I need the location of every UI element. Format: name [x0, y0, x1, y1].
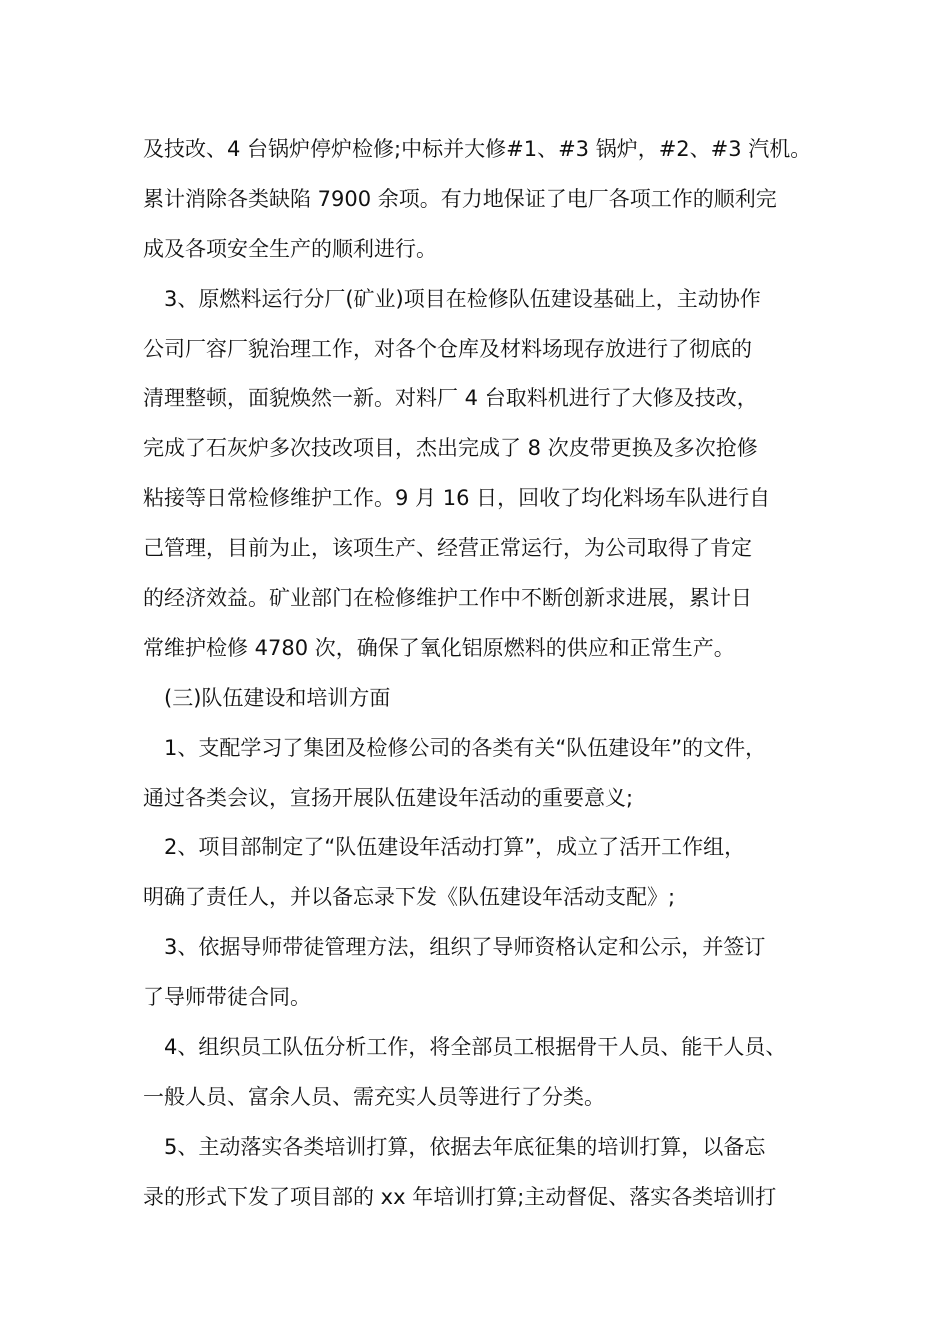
section-heading: (三)队伍建设和培训方面	[164, 685, 391, 710]
document-body	[143, 125, 823, 1223]
paragraph-start-line: 1、支配学习了集团及检修公司的各类有关“队伍建设年”的文件，	[164, 735, 767, 760]
text-line: 了导师带徒合同。	[143, 985, 311, 1010]
paragraph-start-line: 5、主动落实各类培训打算，依据去年底征集的培训打算，以备忘	[164, 1134, 766, 1159]
text-line: 清理整顿，面貌焕然一新。对料厂 4 台取料机进行了大修及技改，	[143, 386, 758, 411]
text-line: 明确了责任人，并以备忘录下发《队伍建设年活动支配》;	[143, 885, 676, 910]
text-line: 通过各类会议，宣扬开展队伍建设年活动的重要意义;	[143, 785, 634, 810]
text-line: 的经济效益。矿业部门在检修维护工作中不断创新求进展，累计日	[143, 586, 752, 611]
paragraph-start-line: 3、原燃料运行分厂(矿业)项目在检修队伍建设基础上，主动协作	[164, 286, 761, 311]
paragraph-start-line: 4、组织员工队伍分析工作，将全部员工根据骨干人员、能干人员、	[164, 1035, 787, 1060]
text-line: 累计消除各类缺陷 7900 余项。有力地保证了电厂各项工作的顺利完	[143, 186, 777, 211]
paragraph-start-line: 2、项目部制定了“队伍建设年活动打算”，成立了活开工作组，	[164, 835, 746, 860]
text-line: 粘接等日常检修维护工作。9 月 16 日，回收了均化料场车队进行自	[143, 486, 771, 511]
text-line: 己管理，目前为止，该项生产、经营正常运行，为公司取得了肯定	[143, 536, 752, 561]
text-line: 常维护检修 4780 次，确保了氧化铝原燃料的供应和正常生产。	[143, 635, 735, 660]
paragraph-start-line: 3、依据导师带徒管理方法，组织了导师资格认定和公示，并签订	[164, 935, 766, 960]
text-line: 录的形式下发了项目部的 xx 年培训打算;主动督促、落实各类培训打	[143, 1184, 777, 1209]
text-line: 公司厂容厂貌治理工作，对各个仓库及材料场现存放进行了彻底的	[143, 336, 752, 361]
text-line: 成及各项安全生产的顺利进行。	[143, 236, 437, 261]
text-line: 完成了石灰炉多次技改项目，杰出完成了 8 次皮带更换及多次抢修	[143, 436, 758, 461]
text-line: 一般人员、富余人员、需充实人员等进行了分类。	[143, 1084, 605, 1109]
text-line: 及技改、4 台锅炉停炉检修;中标并大修#1、#3 锅炉，#2、#3 汽机。	[143, 137, 812, 161]
